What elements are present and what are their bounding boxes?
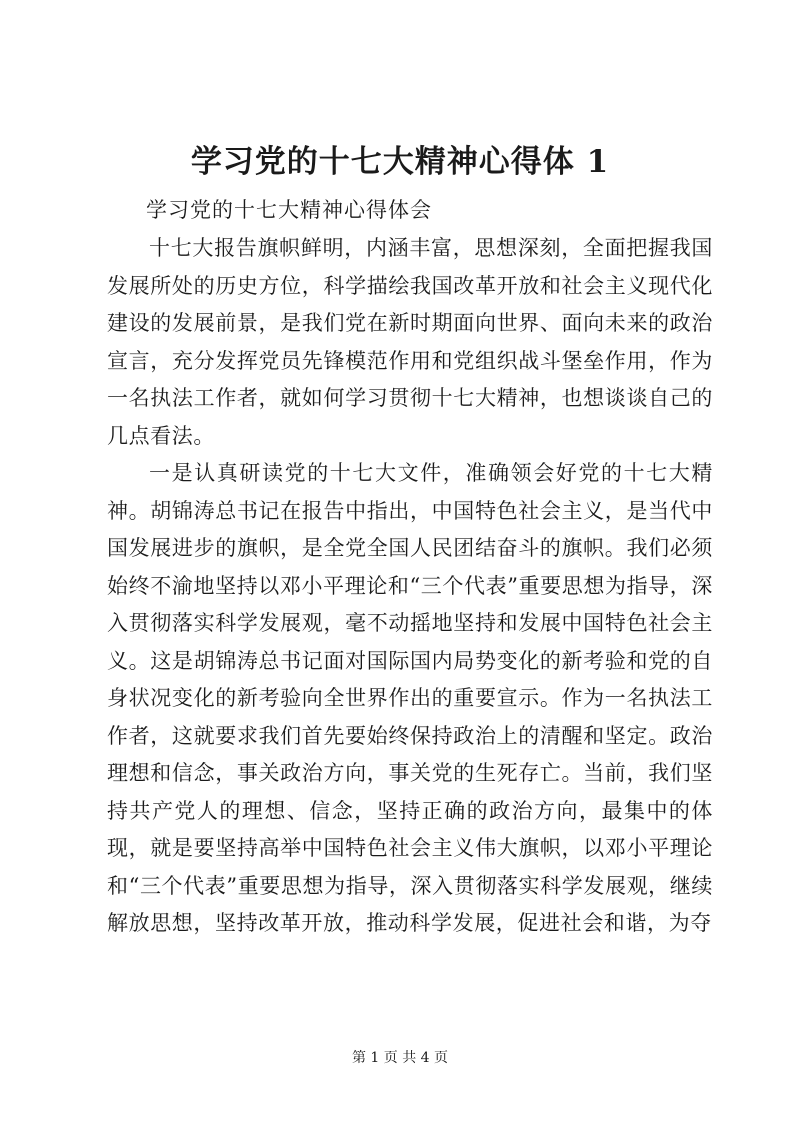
page-footer: 第 1 页 共 4 页 [351, 1050, 449, 1066]
body-paragraph: 十七大报告旗帜鲜明，内涵丰富，思想深刻，全面把握我国发展所处的历史方位，科学描绘我国改革开放和社会主义现代化建设的发展前景，是我们党在新时期面向世界、面向未来的政治宣言，充分发挥党员先锋模范作用和党组织战斗堡垒作用，作为一名执法工作者，就如何学习贯彻十七大精神，也想谈谈自己的几点看法。 [107, 236, 713, 448]
document-body [107, 230, 713, 943]
body-paragraph: 一是认真研读党的十七大文件，准确领会好党的十七大精神。胡锦涛总书记在报告中指出，中国特色社会主义，是当代中国发展进步的旗帜，是全党全国人民团结奋斗的旗帜。我们必须始终不渝地坚持以邓小平理论和“三个代表”重要思想为指导，深入贯彻落实科学发展观，毫不动摇地坚持和发展中国特色社会主义。这是胡锦涛总书记面对国际国内局势变化的新考验和党的自身状况变化的新考验向全世界作出的重要宣示。作为一名执法工作者，这就要求我们首先要始终保持政治上的清醒和坚定。政治理想和信念，事关政治方向，事关党的生死存亡。当前，我们坚持共产党人的理想、信念，坚持正确的政治方向，最集中的体现，就是要坚持高举中国特色社会主义伟大旗帜，以邓小平理论和“三个代表”重要思想为指导，深入贯彻落实科学发展观，继续解放思想，坚持改革开放，推动科学发展，促进社会和谐，为夺 [107, 461, 713, 935]
document-title: 学习党的十七大精神心得体 1 [190, 144, 610, 180]
document-subtitle: 学习党的十七大精神心得体会 [146, 198, 432, 222]
